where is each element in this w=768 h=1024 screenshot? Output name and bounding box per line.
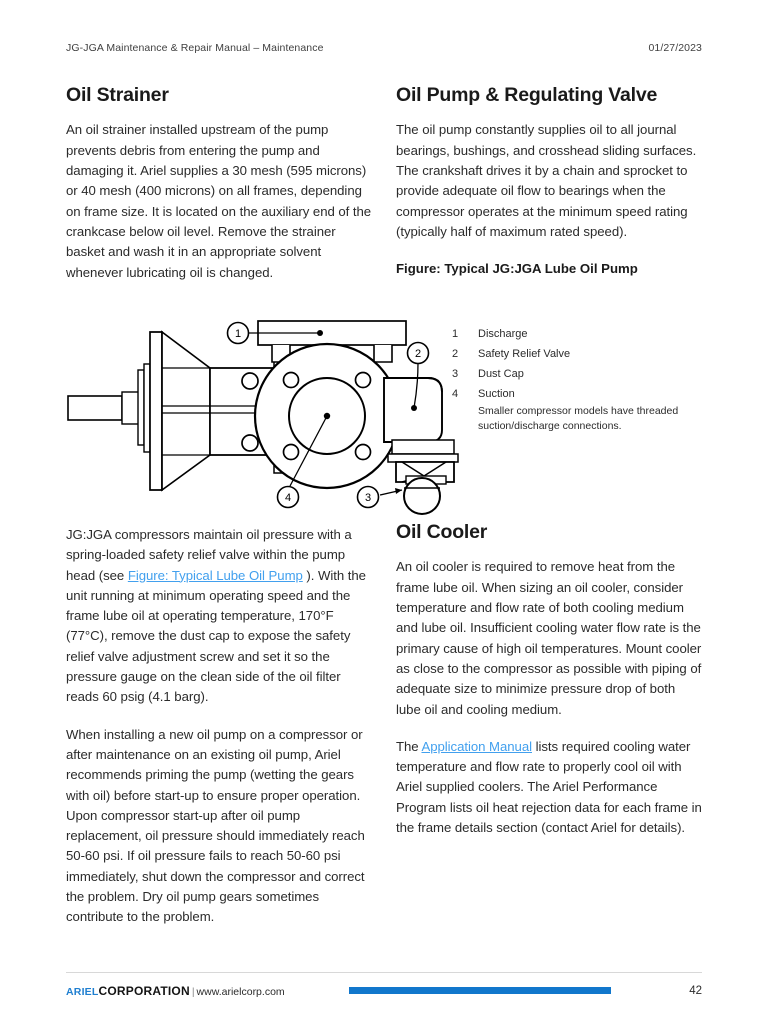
list-item (452, 344, 702, 364)
figure-callout-2: 2 (414, 348, 422, 360)
list-item (452, 384, 702, 404)
page-title-oil-cooler: Oil Cooler (396, 521, 488, 543)
header-title: JG-JGA Maintenance & Repair Manual – Maintenance (66, 42, 324, 54)
oil-strainer-paragraph: An oil strainer installed upstream of the pump prevents debris from entering the pump and damaging it. Ariel supplies a 30 mesh (595 microns) or 40 mesh (400 microns) on all frames, depending on frame size. It is located on the auxiliary end of the crankcase below oil level. Remove the strainer basket and wash it in an appropriate solvent whenever lubricating oil is changed. (66, 122, 372, 280)
brand-name-secondary: CORPORATION (98, 984, 190, 998)
oil-cooler-paragraph: An oil cooler is required to remove heat from the frame lube oil. When sizing an oil cooler, consider temperature and flow rate of both cooling medium and lube oil. Insufficient cooling water flow rate is the primary cause of high oil temperatures. Mount cooler as close to the compressor as possible with piping of adequate size to minimize pressure drop of both lube oil and cooling medium. (396, 559, 702, 717)
oil-pump-paragraph: The oil pump constantly supplies oil to all journal bearings, bushings, and crosshead sliding surfaces. The crankshaft drives it by a chain and sprocket to provide adequate oil flow to bearings when the compressor operates at the minimum speed rating (typically half of maximum rated speed). (396, 122, 697, 239)
oil-pump-pressure-paragraph (66, 525, 372, 708)
list-item (452, 324, 702, 344)
footer-website-url[interactable]: www.arielcorp.com (196, 986, 285, 998)
figure-legend (452, 324, 702, 434)
legend-label: Safety Relief Valve (478, 348, 571, 360)
legend-label: Discharge (478, 328, 528, 340)
footer-brand (66, 984, 285, 999)
application-manual-paragraph (396, 737, 702, 838)
paragraph-text-post: ). With the unit running at minimum operating speed and the frame lube oil at operating temperature, 170°F (77°C), remove the dust cap to expose the safety relief valve adjustment screw and set it so the pressure gauge on the clean side of the oil filter reads 60 psig (4.1 barg). (66, 567, 366, 705)
legend-number: 3 (452, 368, 459, 380)
legend-label: Dust Cap (478, 368, 524, 380)
figure-callout-1: 1 (234, 328, 242, 340)
right-column (396, 84, 702, 278)
brand-name-primary: ARIEL (66, 986, 99, 998)
figure-cross-reference-link[interactable]: Figure: Typical Lube Oil Pump (127, 567, 303, 583)
left-column-lower (66, 525, 372, 928)
page-header (66, 42, 702, 54)
legend-number: 4 (452, 388, 459, 400)
figure-callout-3: 3 (364, 492, 372, 504)
left-column (66, 84, 372, 283)
list-item (452, 364, 702, 384)
page-footer (66, 984, 702, 1002)
legend-number: 1 (452, 328, 459, 340)
lube-oil-pump-diagram (62, 310, 462, 515)
paragraph-text-pre: The (396, 738, 422, 754)
legend-number: 2 (452, 348, 459, 360)
page-title-oil-pump: Oil Pump & Regulating Valve (396, 84, 658, 106)
brand-separator: | (191, 986, 195, 998)
page-title-oil-strainer: Oil Strainer (66, 84, 169, 106)
legend-note: Smaller compressor models have threaded suction/discharge connections. (478, 405, 679, 432)
figure-caption: Figure: Typical JG:JGA Lube Oil Pump (396, 261, 638, 277)
page-number: 42 (689, 985, 702, 997)
footer-accent-bar (349, 987, 611, 994)
right-column-lower (396, 521, 702, 838)
application-manual-link[interactable]: Application Manual (421, 738, 532, 754)
paragraph-text-post: lists required cooling water temperature and flow rate to properly cool oil with Ariel supplied coolers. The Ariel Performance Program lists oil heat rejection data for each frame in the frame details section (contact Ariel for details). (396, 738, 702, 835)
header-date: 01/27/2023 (648, 42, 702, 54)
paragraph-text-pre: JG:JGA compressors maintain oil pressure with a spring-loaded safety relief valve within the pump head (see (66, 527, 352, 583)
oil-pump-priming-paragraph: When installing a new oil pump on a compressor or after maintenance on an existing oil pump, Ariel recommends priming the pump (wetting the gears with oil) before start-up to ensure proper operation. Upon compressor start-up after oil pump replacement, oil pressure should immediately reach 50-60 psi. If oil pressure fails to reach 50-60 psi immediately, shut down the compressor and correct the problem. Dry oil pump gears sometimes contribute to the problem. (66, 726, 365, 925)
figure-callout-4: 4 (284, 492, 292, 504)
legend-label: Suction (478, 388, 515, 400)
footer-divider (66, 972, 702, 973)
